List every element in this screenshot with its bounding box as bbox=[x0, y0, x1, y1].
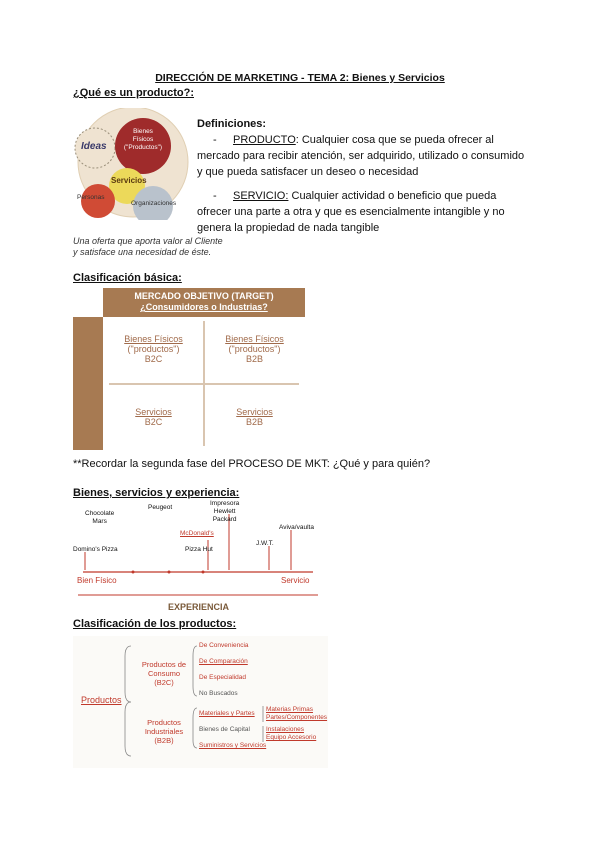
tree-especialidad: De Especialidad bbox=[199, 674, 246, 681]
label-impresora: Impresora Hewlett Packard bbox=[210, 500, 240, 523]
tree-no-buscados: No Buscados bbox=[199, 690, 238, 697]
producto-term: PRODUCTO bbox=[233, 134, 296, 146]
target-header bbox=[103, 288, 305, 317]
label-experiencia: EXPERIENCIA bbox=[168, 602, 230, 612]
label-aviva: Aviva/vaulta bbox=[279, 524, 314, 531]
venn-diagram bbox=[73, 108, 193, 220]
oferta-side-bar bbox=[73, 317, 103, 450]
target-header-line2: ¿Consumidores o Industrias? bbox=[140, 302, 268, 312]
cell-bienes-b2b bbox=[204, 334, 305, 400]
tree-consumo: Productos de Consumo (B2C) bbox=[141, 660, 187, 687]
classification-grid bbox=[103, 317, 305, 450]
oferta-side-label bbox=[23, 309, 53, 457]
tree-equipo: Equipo Accesorio bbox=[266, 734, 317, 741]
label-servicio: Servicio bbox=[281, 576, 310, 585]
definiciones-heading: Definiciones: bbox=[197, 118, 267, 130]
tree-comparacion: De Comparación bbox=[199, 658, 248, 665]
venn-caption-line1: Una oferta que aporta valor al Cliente bbox=[73, 236, 223, 246]
tree-partes: Partes/Componentes bbox=[266, 714, 328, 721]
target-header-line1: MERCADO OBJETIVO (TARGET) bbox=[134, 291, 274, 301]
def-producto: - PRODUCTO: Cualquier cosa que se pueda ofrecer al mercado para recibir atención, ser adquirido, utilizado o consumido y que pueda satisfacer un deseo o necesidad bbox=[197, 132, 537, 180]
cell1-line3: B2C bbox=[144, 354, 163, 364]
tree-materias-primas: Materias Primas bbox=[266, 706, 313, 713]
label-bien-fisico: Bien Físico bbox=[77, 576, 117, 585]
cell4-line2: B2B bbox=[245, 417, 263, 427]
oferta-side-line2: ¿Servicio o Bien Físico? bbox=[34, 333, 44, 433]
label-pizzahut: Pizza Hut bbox=[185, 546, 213, 553]
venn-organizaciones: Organizaciones bbox=[131, 200, 177, 207]
def-servicio: - SERVICIO: Cualquier actividad o beneficio que pueda ofrecer una parte a otra y que es esencialmente intangible y no genera la propiedad de nada tangible bbox=[197, 188, 537, 236]
cell-bienes-b2c bbox=[103, 334, 204, 400]
venn-personas: Personas bbox=[77, 194, 105, 201]
tree-suministros: Suministros y Servicios bbox=[199, 742, 267, 749]
tree-conveniencia: De Conveniencia bbox=[199, 642, 249, 649]
label-dominos: Domino's Pizza bbox=[73, 546, 118, 553]
tree-industriales: Productos Industriales (B2B) bbox=[144, 718, 184, 745]
tree-productos: Productos bbox=[81, 695, 122, 705]
heading-experiencia: Bienes, servicios y experiencia: bbox=[73, 487, 240, 499]
tree-instalaciones: Instalaciones bbox=[266, 726, 304, 733]
heading-clasificacion-productos: Clasificación de los productos: bbox=[73, 618, 237, 630]
producto-line3: y que pueda satisfacer un deseo o necesidad bbox=[197, 166, 419, 178]
page-title: DIRECCIÓN DE MARKETING - TEMA 2: Bienes y Servicios bbox=[155, 72, 445, 84]
label-peugeot: Peugeot bbox=[148, 504, 173, 511]
venn-bienes: Bienes Físicos ("Productos") bbox=[123, 128, 163, 151]
producto-line2: mercado para recibir atención, ser adquirido, utilizado o consumido bbox=[197, 150, 525, 162]
cell3-line2: B2C bbox=[144, 417, 163, 427]
label-mcdonalds: McDonald's bbox=[180, 530, 214, 537]
cell2-line2: ("productos") bbox=[228, 344, 281, 354]
venn-caption-line2: y satisface una necesidad de éste. bbox=[73, 247, 212, 257]
label-chocolate: Chocolate Mars bbox=[85, 510, 115, 525]
cell2-line1: Bienes Físicos bbox=[225, 334, 284, 344]
cell3-line1: Servicios bbox=[135, 407, 172, 417]
label-jwt: J.W.T. bbox=[256, 540, 274, 547]
heading-que-es-producto: ¿Qué es un producto?: bbox=[73, 87, 194, 99]
experiencia-diagram bbox=[73, 500, 323, 618]
cell4-line1: Servicios bbox=[236, 407, 273, 417]
venn-servicios: Servicios bbox=[111, 176, 147, 185]
heading-clasificacion-basica: Clasificación básica: bbox=[73, 272, 182, 284]
cell2-line3: B2B bbox=[245, 354, 263, 364]
servicio-line2: ofrecer una parte a otra y que es esencialmente intangible y no bbox=[197, 206, 505, 218]
servicio-line3: genera la propiedad de nada tangible bbox=[197, 222, 380, 234]
tree-materiales: Materiales y Partes bbox=[199, 710, 255, 717]
cell1-line2: ("productos") bbox=[127, 344, 180, 354]
servicio-term: SERVICIO: bbox=[233, 190, 289, 202]
recordar-note: **Recordar la segunda fase del PROCESO DE MKT: ¿Qué y para quién? bbox=[73, 458, 431, 470]
oferta-side-line1: OFERTA BÁSICA bbox=[23, 348, 33, 418]
servicio-line1: Cualquier actividad o beneficio que pueda bbox=[288, 190, 497, 202]
venn-ideas: Ideas bbox=[81, 141, 107, 152]
productos-tree bbox=[73, 636, 328, 768]
tree-bienes-capital: Bienes de Capital bbox=[199, 726, 250, 733]
cell1-line1: Bienes Físicos bbox=[124, 334, 183, 344]
producto-line1: : Cualquier cosa que se pueda ofrecer al bbox=[295, 134, 494, 146]
